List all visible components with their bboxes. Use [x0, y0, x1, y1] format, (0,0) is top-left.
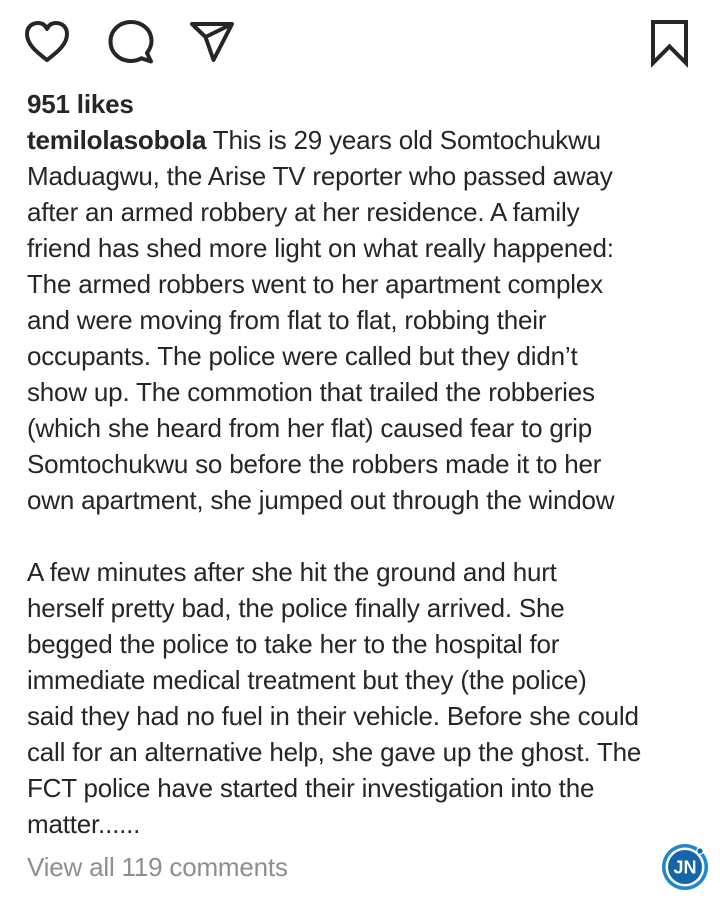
- jn-watermark-logo: [660, 842, 710, 892]
- heart-icon[interactable]: [22, 18, 72, 68]
- caption-line: [27, 122, 697, 158]
- caption-username[interactable]: temilolasobola: [27, 125, 207, 155]
- caption-line: The armed robbers went to her apartment complex: [27, 269, 603, 299]
- paper-plane-icon[interactable]: [188, 18, 238, 68]
- caption-line: said they had no fuel in their vehicle. Before she could: [27, 701, 639, 731]
- comment-bubble-icon[interactable]: [106, 18, 156, 68]
- watermark-text: JN: [673, 857, 697, 878]
- post-caption: [27, 122, 697, 842]
- post-actions-bar: [22, 18, 698, 68]
- caption-line: after an armed robbery at her residence. A family: [27, 197, 580, 227]
- caption-line: Somtochukwu so before the robbers made it to her: [27, 449, 602, 479]
- bookmark-icon[interactable]: [644, 18, 694, 68]
- like-count[interactable]: 951 likes: [27, 89, 134, 119]
- caption-line: (which she heard from her flat) caused fear to grip: [27, 413, 592, 443]
- caption-text: This is 29 years old Somtochukwu: [206, 125, 601, 155]
- caption-line: immediate medical treatment but they (the police): [27, 665, 587, 695]
- caption-line: A few minutes after she hit the ground and hurt: [27, 557, 557, 587]
- caption-line: begged the police to take her to the hospital for: [27, 629, 560, 659]
- caption-line: FCT police have started their investigation into the: [27, 773, 595, 803]
- caption-line: Maduagwu, the Arise TV reporter who passed away: [27, 161, 613, 191]
- caption-line: call for an alternative help, she gave up the ghost. The: [27, 737, 642, 767]
- caption-line: friend has shed more light on what really happened:: [27, 233, 614, 263]
- paragraph-spacer: [27, 518, 697, 554]
- caption-line: herself pretty bad, the police finally arrived. She: [27, 593, 565, 623]
- caption-line: and were moving from flat to flat, robbing their: [27, 305, 547, 335]
- caption-line: occupants. The police were called but they didn’t: [27, 341, 578, 371]
- caption-line: matter......: [27, 809, 141, 839]
- view-all-comments-link[interactable]: View all 119 comments: [27, 852, 288, 882]
- caption-line: own apartment, she jumped out through the window: [27, 485, 615, 515]
- caption-line: show up. The commotion that trailed the robberies: [27, 377, 595, 407]
